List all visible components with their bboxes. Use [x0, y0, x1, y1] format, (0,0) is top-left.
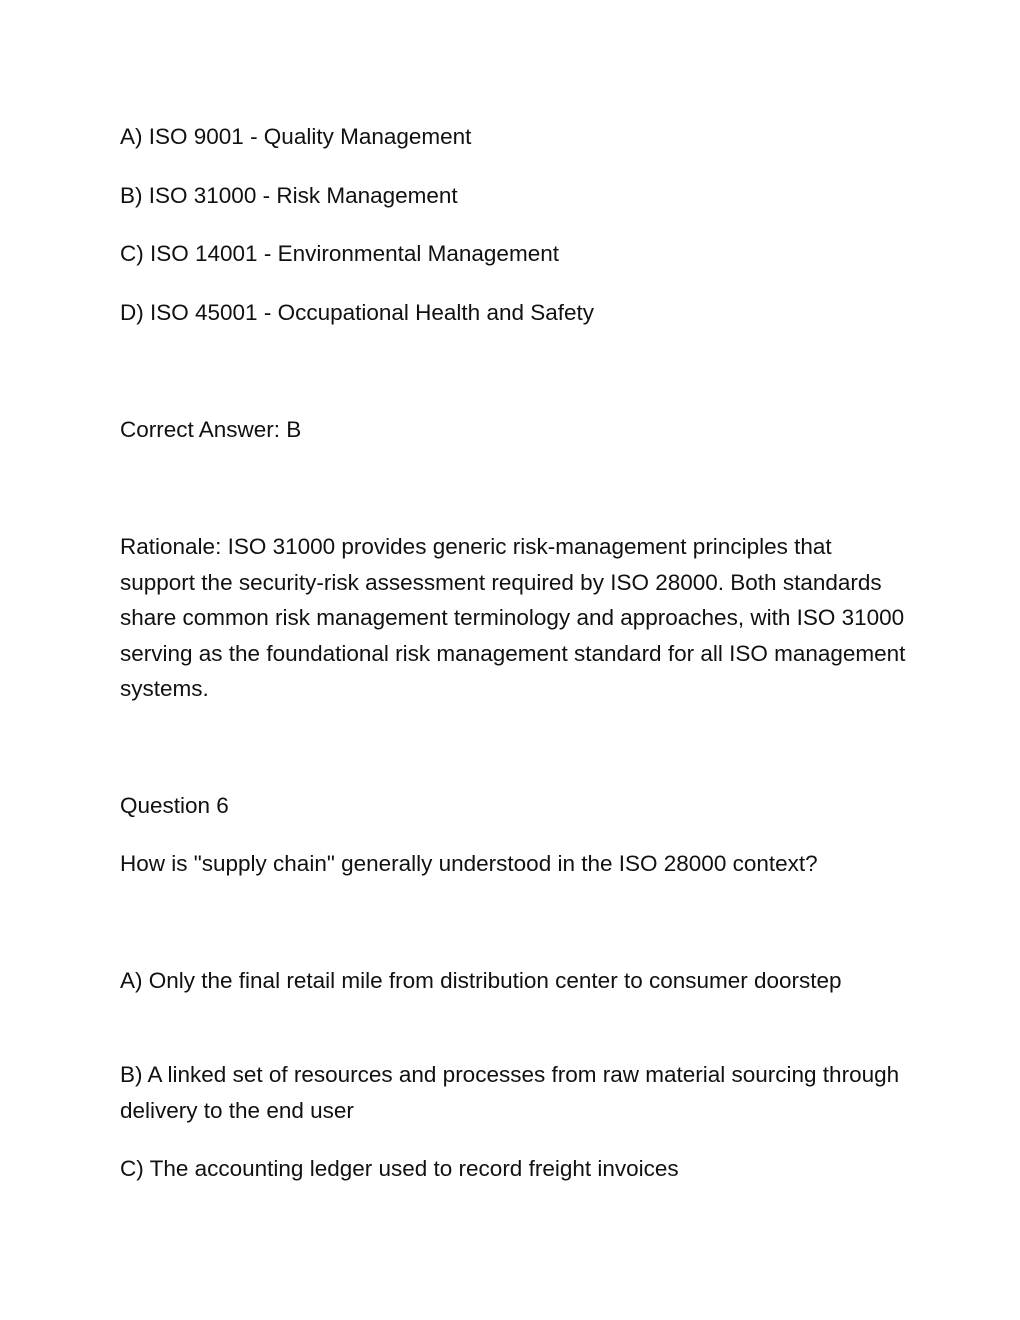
option-a: A) ISO 9001 - Quality Management — [120, 124, 472, 149]
question-6-option-b: B) A linked set of resources and processes from raw material sourcing through delivery to the end user — [120, 1062, 900, 1123]
question-6-option-c: C) The accounting ledger used to record freight invoices — [120, 1156, 679, 1181]
option-b: B) ISO 31000 - Risk Management — [120, 183, 458, 208]
rationale-paragraph: Rationale: ISO 31000 provides generic risk-management principles that support the security-risk assessment required by ISO 28000. Both standards share common risk management terminology and approaches, with ISO 31000 serving as the foundational risk management standard for all ISO management systems. — [120, 534, 906, 701]
question-6-option-a: A) Only the final retail mile from distribution center to consumer doorstep — [120, 968, 842, 993]
option-d: D) ISO 45001 - Occupational Health and Safety — [120, 300, 595, 325]
option-c: C) ISO 14001 - Environmental Management — [120, 241, 559, 266]
question-heading: Question 6 — [120, 793, 229, 818]
question-prompt: How is "supply chain" generally understood in the ISO 28000 context? — [120, 851, 818, 876]
correct-answer: Correct Answer: B — [120, 417, 302, 442]
